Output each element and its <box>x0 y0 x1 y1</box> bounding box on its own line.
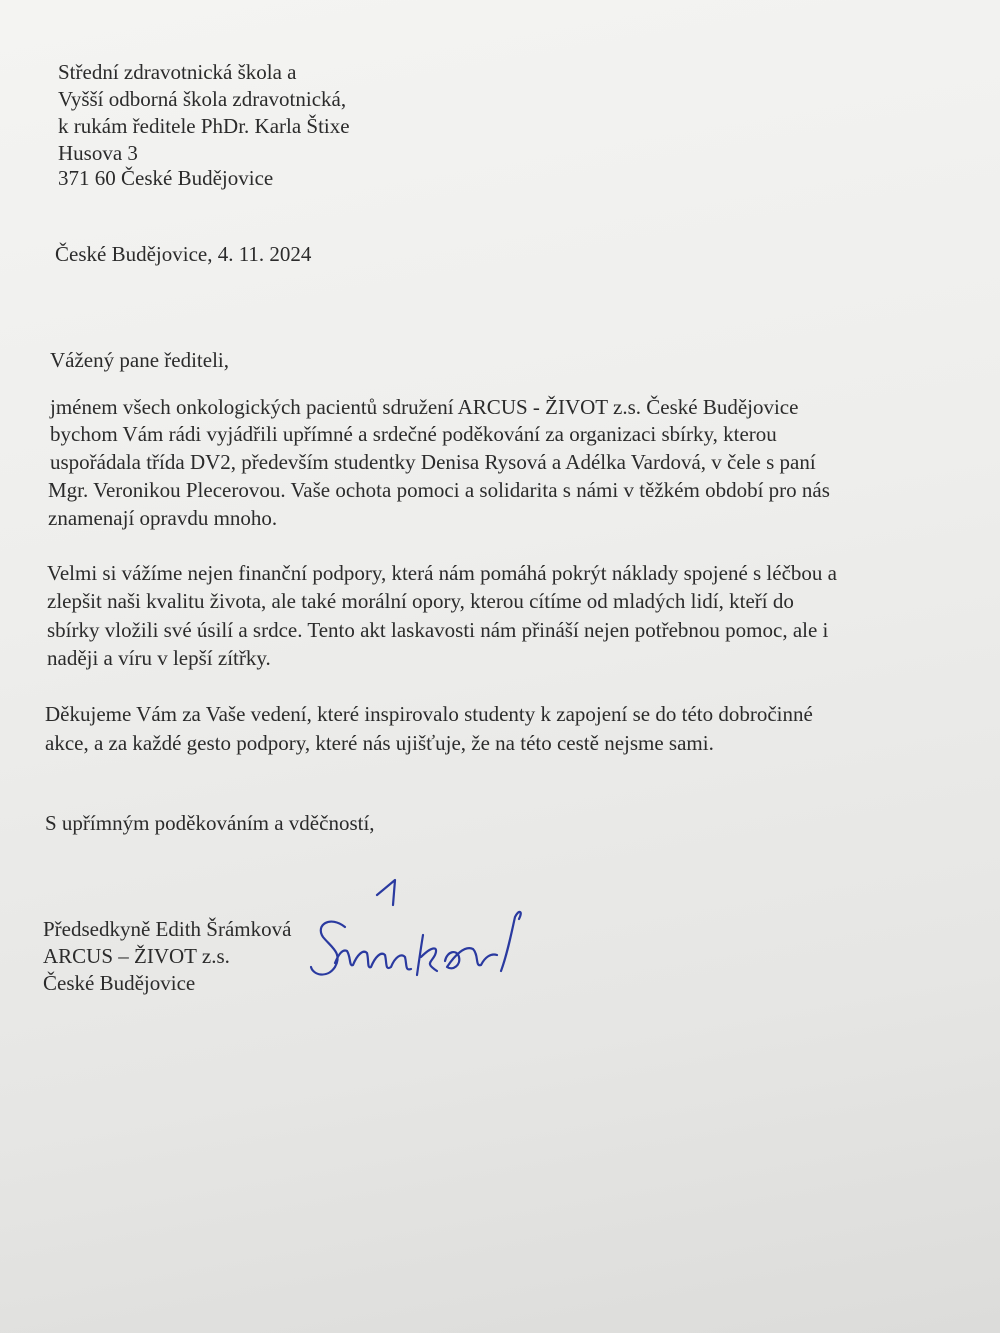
sender-line-1: Předsedkyně Edith Šrámková <box>43 917 292 941</box>
paragraph-2-line: naději a víru v lepší zítřky. <box>47 646 271 670</box>
paragraph-1-line: znamenají opravdu mnoho. <box>48 506 278 530</box>
handwritten-signature <box>305 875 535 995</box>
paragraph-3-line: akce, a za každé gesto podpory, které nás ujišťuje, že na této cestě nejsme sami. <box>45 731 714 755</box>
signature-stroke <box>445 948 497 968</box>
signature-stroke <box>377 880 395 905</box>
signature-stroke <box>417 935 437 975</box>
closing-line: S upřímným poděkováním a vděčností, <box>45 811 375 835</box>
paragraph-1-line: uspořádala třída DV2, především studentky Denisa Rysová a Adélka Vardová, v čele s paní <box>50 450 816 474</box>
recipient-line-2: Vyšší odborná škola zdravotnická, <box>58 87 347 111</box>
signature-stroke <box>335 951 411 970</box>
paragraph-2-line: sbírky vložili své úsilí a srdce. Tento akt laskavosti nám přináší nejen potřebnou pomoc, ale i <box>47 618 829 642</box>
paragraph-3-line: Děkujeme Vám za Vaše vedení, které inspirovalo studenty k zapojení se do této dobročinné <box>45 702 813 726</box>
sender-line-3: České Budějovice <box>43 971 196 995</box>
date-line: České Budějovice, 4. 11. 2024 <box>55 242 312 266</box>
recipient-line-4: Husova 3 <box>58 141 138 165</box>
signature-stroke <box>311 922 345 975</box>
paragraph-1-line: bychom Vám rádi vyjádřili upřímné a srdečné poděkování za organizaci sbírky, kterou <box>50 422 777 446</box>
sender-line-2: ARCUS – ŽIVOT z.s. <box>43 944 230 968</box>
signature-stroke <box>501 912 521 971</box>
paragraph-1-line: Mgr. Veronikou Plecerovou. Vaše ochota pomoci a solidarita s námi v těžkém období pro nás <box>48 478 830 502</box>
recipient-line-5: 371 60 České Budějovice <box>58 166 274 190</box>
paragraph-1-line: jménem všech onkologických pacientů sdružení ARCUS - ŽIVOT z.s. České Budějovice <box>50 395 799 419</box>
paragraph-2-line: Velmi si vážíme nejen finanční podpory, která nám pomáhá pokrýt náklady spojené s léčbou a <box>47 561 837 585</box>
salutation: Vážený pane řediteli, <box>50 348 229 372</box>
recipient-line-1: Střední zdravotnická škola a <box>58 60 297 84</box>
paragraph-2-line: zlepšit naši kvalitu života, ale také morální opory, kterou cítíme od mladých lidí, kteří do <box>47 589 794 613</box>
recipient-line-3: k rukám ředitele PhDr. Karla Štixe <box>58 114 350 138</box>
